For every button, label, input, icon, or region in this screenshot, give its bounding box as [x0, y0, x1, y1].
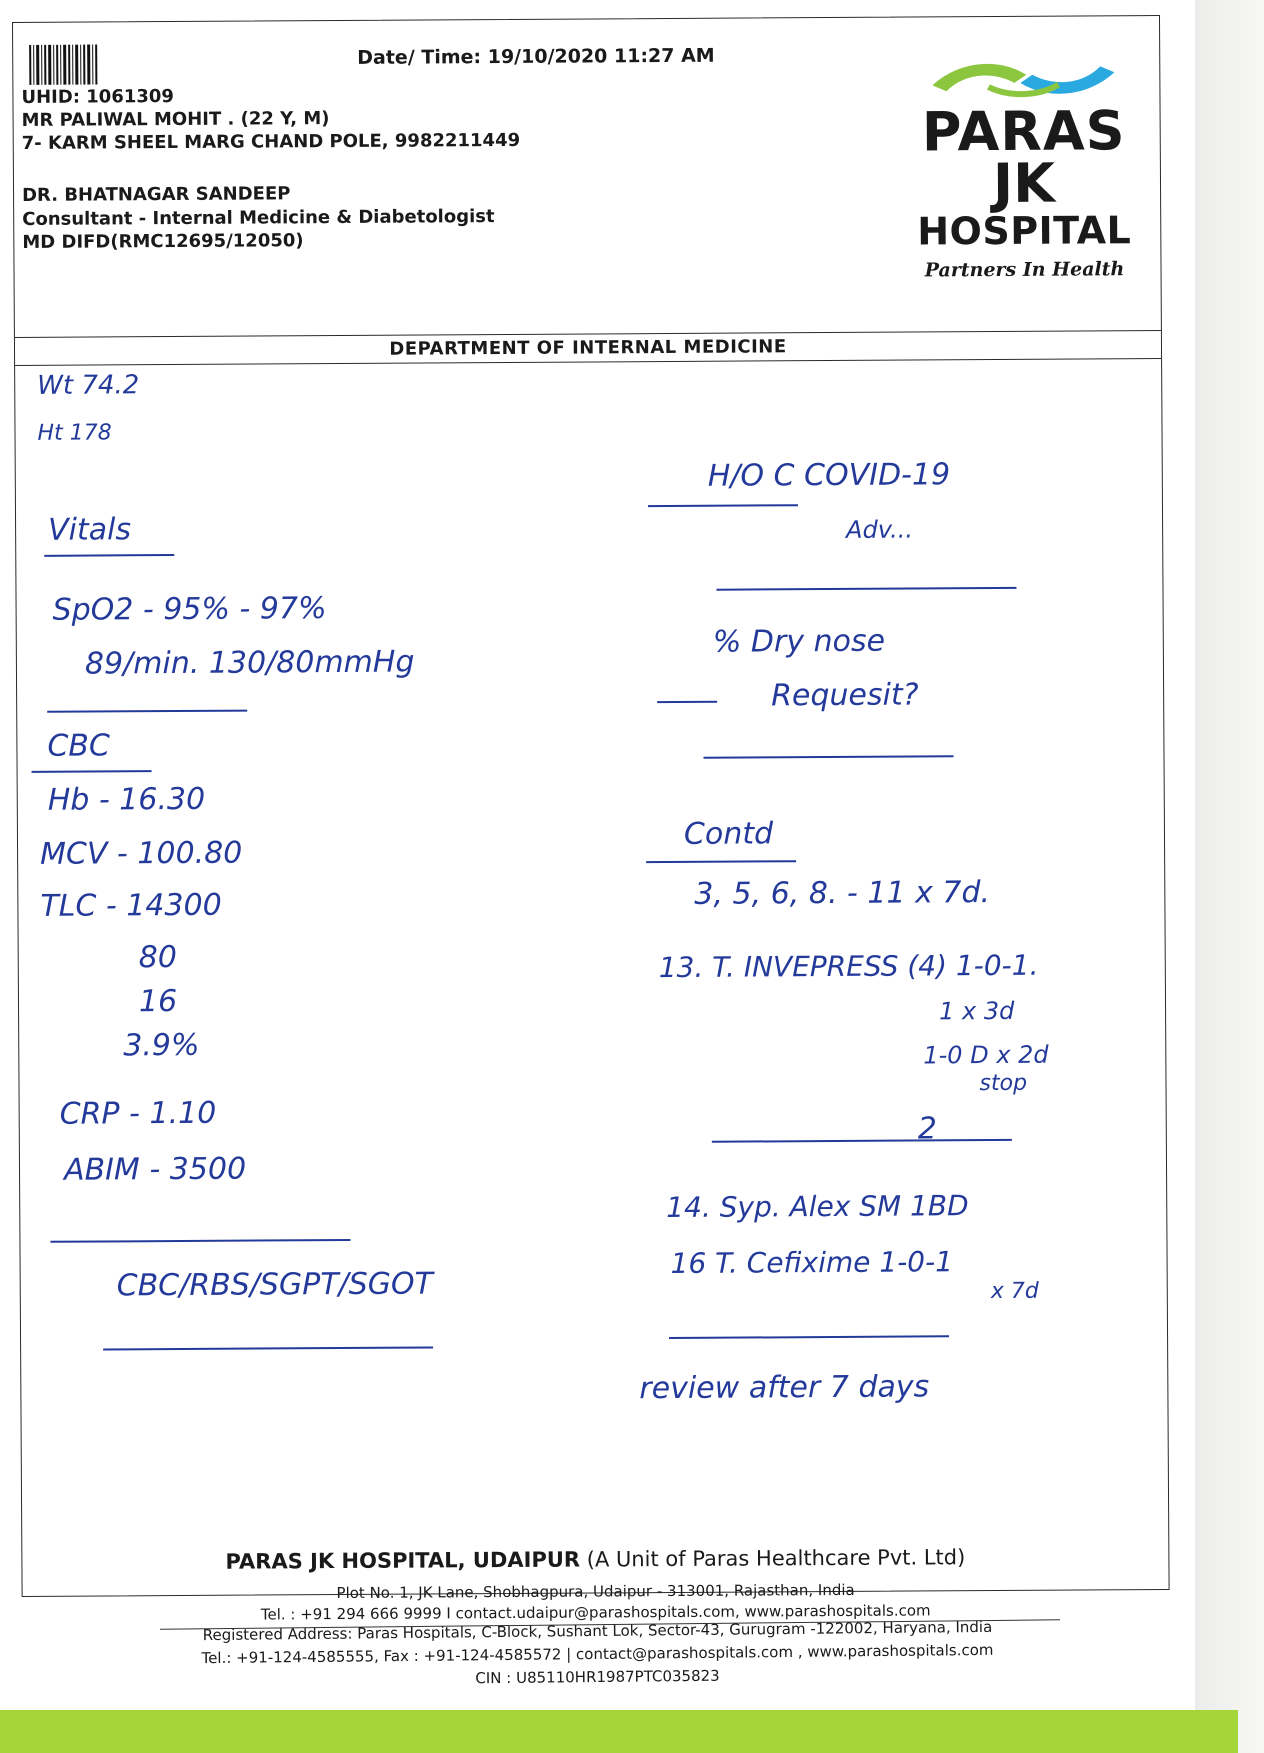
note-hb: Hb - 16.30 — [47, 781, 206, 818]
note-history: H/O C COVID-19 — [707, 457, 951, 494]
logo-hospital: HOSPITAL — [917, 208, 1132, 254]
hospital-logo — [903, 56, 1145, 317]
note-tlc: TLC - 14300 — [40, 887, 222, 924]
patient-name: MR PALIWAL MOHIT . (22 Y, M) — [21, 108, 330, 131]
note-cbc: CBC — [47, 728, 111, 764]
footer-hospital-name: PARAS JK HOSPITAL, UDAIPUR — [225, 1547, 581, 1574]
footer-green-bar — [0, 1710, 1238, 1753]
note-numeral: 2 — [917, 1111, 937, 1147]
note-meds-1: 3, 5, 6, 8. - 11 x 7d. — [694, 875, 991, 912]
underline — [103, 1346, 433, 1350]
note-crp: CRP - 1.10 — [59, 1095, 217, 1132]
note-meds-14: 14. Syp. Alex SM 1BD — [666, 1189, 969, 1225]
registered-address: Registered Address: Paras Hospitals, C-Block, Sushant Lok, Sector-43, Gurugram -122002, Haryana, India — [202, 1617, 993, 1645]
note-tests: CBC/RBS/SGPT/SGOT — [116, 1266, 434, 1304]
document-frame — [12, 15, 1170, 1624]
note-height: Ht 178 — [37, 420, 112, 446]
note-tlc-m: 3.9% — [123, 1027, 200, 1064]
note-abim: ABIM - 3500 — [63, 1151, 247, 1188]
note-contd: Contd — [683, 816, 774, 852]
underline — [646, 860, 796, 863]
underline — [712, 1139, 1012, 1143]
note-tlc-n: 80 — [138, 940, 178, 976]
note-tlc-l: 16 — [138, 984, 178, 1020]
footer-unit: (A Unit of Paras Healthcare Pvt. Ltd) — [586, 1545, 966, 1572]
note-meds-13: 13. T. INVEPRESS (4) 1-0-1. — [658, 948, 1039, 985]
note-meds-16-dur: x 7d — [990, 1278, 1039, 1305]
note-meds-16: 16 T. Cefixime 1-0-1 — [670, 1245, 954, 1280]
logo-paras: PARAS — [921, 99, 1126, 164]
logo-jk: JK — [992, 151, 1056, 216]
note-review: review after 7 days — [639, 1369, 930, 1407]
hands-logo-icon — [928, 56, 1118, 101]
note-advice: Adv... — [846, 515, 913, 544]
underline — [704, 755, 954, 759]
doctor-designation: Consultant - Internal Medicine & Diabetologist — [22, 206, 495, 230]
footer-address: Plot No. 1, JK Lane, Shobhagpura, Udaipur - 313001, Rajasthan, India — [336, 1580, 855, 1603]
note-weight: Wt 74.2 — [37, 370, 140, 401]
date-time: Date/ Time: 19/10/2020 11:27 AM — [357, 44, 715, 69]
scan-shadow — [1195, 0, 1264, 1753]
note-dry-nose: % Dry nose — [712, 623, 886, 660]
doctor-name: DR. BHATNAGAR SANDEEP — [21, 183, 291, 206]
underline — [716, 587, 1016, 591]
footer-tel: Tel. : +91 294 666 9999 I contact.udaipur@parashospitals.com, www.parashospitals.com — [260, 1601, 931, 1624]
note-request: Requesit? — [771, 677, 919, 714]
patient-uhid: UHID: 1061309 — [21, 86, 174, 108]
registered-tel: Tel.: +91-124-4585555, Fax : +91-124-4585572 | contact@parashospitals.com , www.parashospitals.com — [201, 1640, 994, 1668]
note-meds-13-dose2: 1-0 D x 2d — [923, 1040, 1049, 1070]
underline — [50, 1239, 350, 1243]
underline — [47, 710, 247, 713]
footer-title — [22, 1544, 1168, 1575]
underline — [657, 701, 717, 703]
registered-cin: CIN : U85110HR1987PTC035823 — [475, 1666, 720, 1688]
underline — [44, 554, 174, 557]
logo-tagline: Partners In Health — [924, 258, 1125, 282]
doctor-degree: MD DIFD(RMC12695/12050) — [22, 230, 304, 253]
note-spo2: SpO2 - 95% - 97% — [52, 591, 327, 628]
underline — [648, 504, 798, 507]
underline — [669, 1335, 949, 1339]
underline — [32, 770, 152, 773]
department-title: DEPARTMENT OF INTERNAL MEDICINE — [389, 336, 787, 360]
note-vitals: Vitals — [47, 512, 132, 548]
note-meds-13-stop: stop — [979, 1070, 1028, 1097]
note-mcv: MCV - 100.80 — [39, 835, 243, 872]
note-meds-13-dose1: 1 x 3d — [938, 996, 1015, 1026]
note-pulse-bp: 89/min. 130/80mmHg — [84, 644, 415, 682]
patient-address: 7- KARM SHEEL MARG CHAND POLE, 9982211449 — [21, 129, 521, 154]
